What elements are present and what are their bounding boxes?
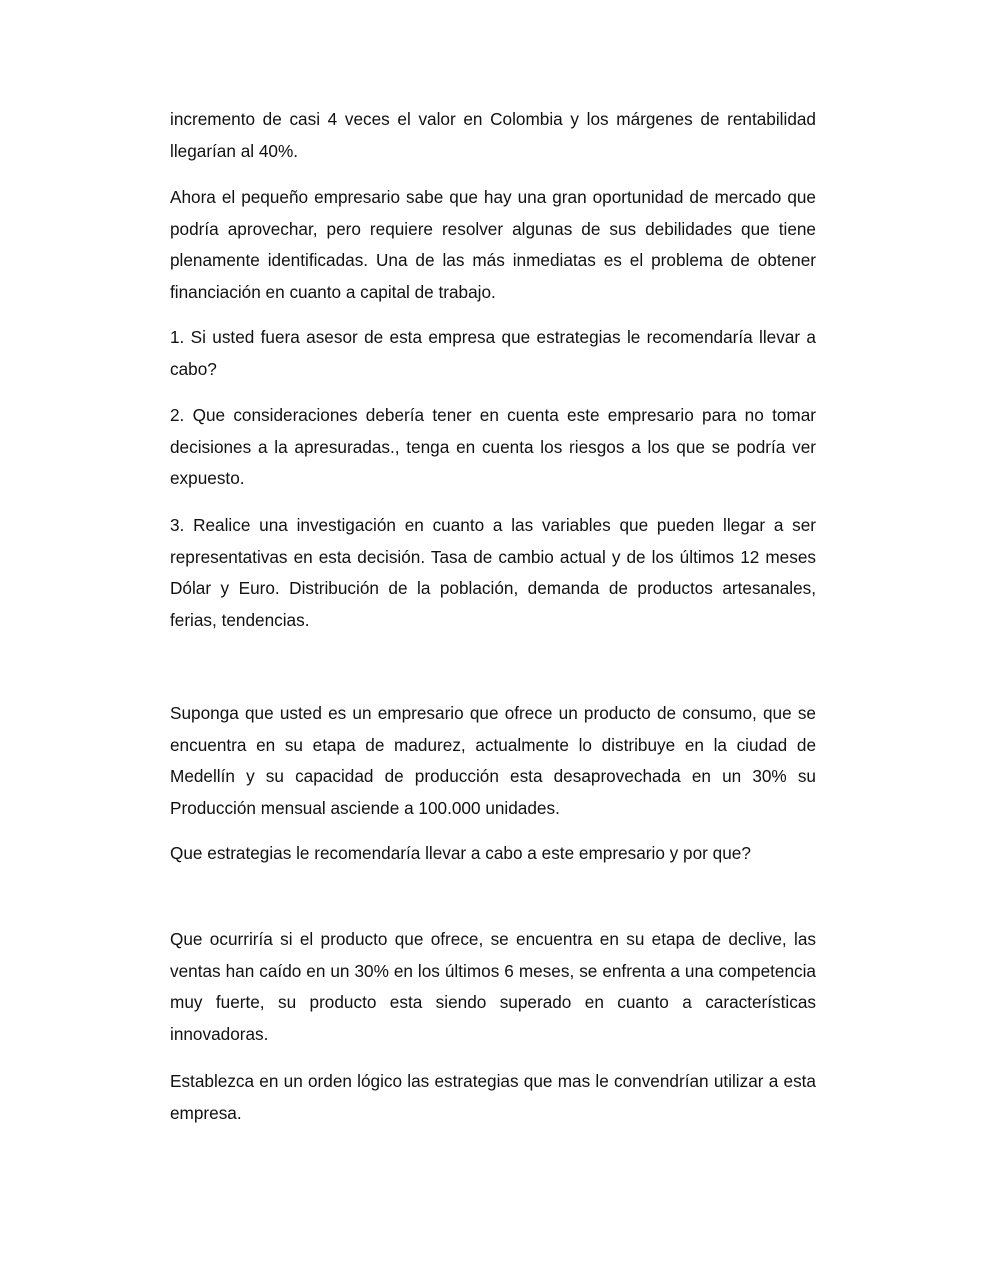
question-2: 2. Que consideraciones debería tener en cuenta este empresario para no tomar decisiones a la apresuradas., tenga en cuenta los riesgos a los que se podría ver expuesto. bbox=[170, 405, 816, 488]
paragraph-colombia-margins: incremento de casi 4 veces el valor en Colombia y los márgenes de rentabilidad llegarían al 40%. bbox=[170, 109, 816, 161]
paragraph-market-opportunity: Ahora el pequeño empresario sabe que hay una gran oportunidad de mercado que podría aprovechar, pero requiere resolver algunas de sus debilidades que tiene plenamente identificadas. Una de las más inmediatas es el problema de obtener financiación en cuanto a capital de trabajo. bbox=[170, 187, 816, 302]
question-1: 1. Si usted fuera asesor de esta empresa que estrategias le recomendaría llevar a cabo? bbox=[170, 327, 816, 379]
question-3: 3. Realice una investigación en cuanto a las variables que pueden llegar a ser representativas en esta decisión. Tasa de cambio actual y de los últimos 12 meses Dólar y Euro. Distribución de la población, demanda de productos artesanales, ferias, tendencias. bbox=[170, 515, 816, 630]
question-decline-strategies: Establezca en un orden lógico las estrategias que mas le convendrían utilizar a esta empresa. bbox=[170, 1071, 816, 1123]
paragraph-maturity-scenario: Suponga que usted es un empresario que ofrece un producto de consumo, que se encuentra en su etapa de madurez, actualmente lo distribuye en la ciudad de Medellín y su capacidad de producción esta desaprovechada en un 30% su Producción mensual asciende a 100.000 unidades. bbox=[170, 703, 816, 818]
paragraph-decline-scenario: Que ocurriría si el producto que ofrece, se encuentra en su etapa de declive, las ventas han caído en un 30% en los últimos 6 meses, se enfrenta a una competencia muy fuerte, su producto esta siendo superado en cuanto a características innovadoras. bbox=[170, 929, 816, 1044]
question-maturity-strategies: Que estrategias le recomendaría llevar a cabo a este empresario y por que? bbox=[170, 843, 751, 863]
